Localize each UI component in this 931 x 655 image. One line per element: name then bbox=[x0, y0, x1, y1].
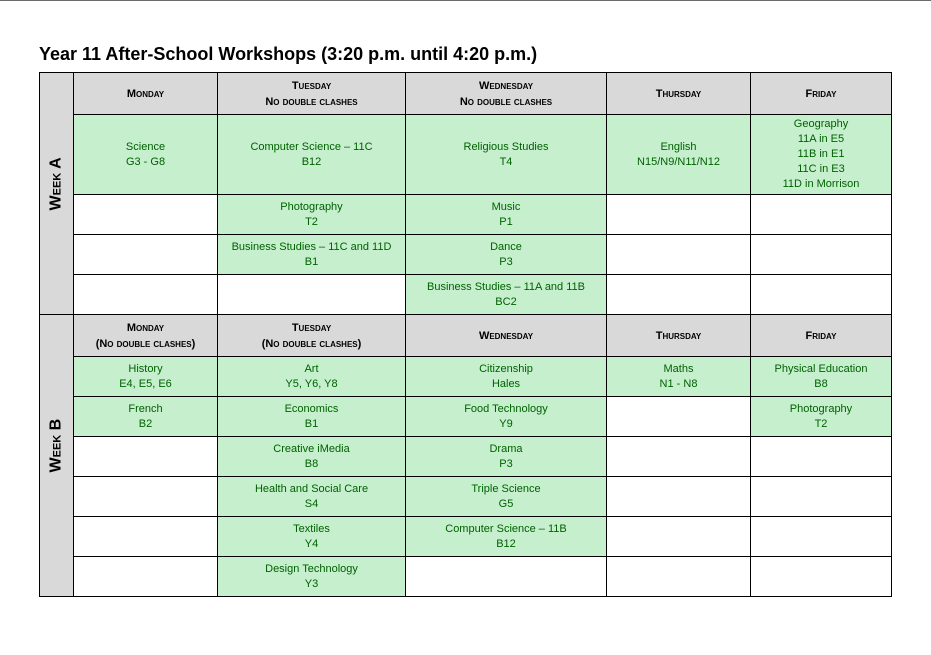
workshop-cell: Citizenship Hales bbox=[406, 357, 607, 397]
page-title: Year 11 After-School Workshops (3:20 p.m. until 4:20 p.m.) bbox=[39, 44, 538, 64]
week-a-row bbox=[40, 115, 892, 195]
week-b-row bbox=[40, 477, 892, 517]
empty-cell bbox=[607, 397, 751, 437]
empty-cell bbox=[751, 437, 892, 477]
empty-cell bbox=[607, 195, 751, 235]
empty-cell bbox=[751, 275, 892, 315]
week-b-label: Week B bbox=[40, 315, 74, 597]
week-b-header-row bbox=[40, 315, 892, 357]
empty-cell bbox=[751, 557, 892, 597]
week-a-block bbox=[40, 73, 892, 315]
workshop-cell: French B2 bbox=[74, 397, 218, 437]
workshop-cell: Creative iMedia B8 bbox=[218, 437, 406, 477]
header-wednesday: Wednesday bbox=[406, 315, 607, 357]
empty-cell bbox=[607, 235, 751, 275]
week-a-row bbox=[40, 235, 892, 275]
empty-cell bbox=[74, 275, 218, 315]
workshop-cell: History E4, E5, E6 bbox=[74, 357, 218, 397]
workshop-cell: Photography T2 bbox=[751, 397, 892, 437]
header-monday: Monday (No double clashes) bbox=[74, 315, 218, 357]
workshop-cell: Health and Social Care S4 bbox=[218, 477, 406, 517]
header-friday: Friday bbox=[751, 315, 892, 357]
workshop-cell: Computer Science – 11B B12 bbox=[406, 517, 607, 557]
workshop-cell: Religious Studies T4 bbox=[406, 115, 607, 195]
workshop-cell: Photography T2 bbox=[218, 195, 406, 235]
empty-cell bbox=[751, 477, 892, 517]
header-monday: Monday bbox=[74, 73, 218, 115]
header-thursday: Thursday bbox=[607, 73, 751, 115]
header-thursday: Thursday bbox=[607, 315, 751, 357]
workshop-cell: Economics B1 bbox=[218, 397, 406, 437]
workshop-cell: Textiles Y4 bbox=[218, 517, 406, 557]
workshop-cell: Computer Science – 11C B12 bbox=[218, 115, 406, 195]
header-wednesday: Wednesday No double clashes bbox=[406, 73, 607, 115]
header-friday: Friday bbox=[751, 73, 892, 115]
week-a-header-row bbox=[40, 73, 892, 115]
empty-cell bbox=[607, 477, 751, 517]
empty-cell bbox=[74, 517, 218, 557]
empty-cell bbox=[218, 275, 406, 315]
empty-cell bbox=[74, 235, 218, 275]
empty-cell bbox=[74, 437, 218, 477]
empty-cell bbox=[74, 195, 218, 235]
empty-cell bbox=[74, 557, 218, 597]
workshop-cell: Drama P3 bbox=[406, 437, 607, 477]
workshop-cell: Food Technology Y9 bbox=[406, 397, 607, 437]
week-b-row bbox=[40, 397, 892, 437]
empty-cell bbox=[751, 195, 892, 235]
week-b-row bbox=[40, 517, 892, 557]
empty-cell bbox=[607, 437, 751, 477]
week-b-block bbox=[40, 315, 892, 597]
workshop-cell: Physical Education B8 bbox=[751, 357, 892, 397]
week-a-row bbox=[40, 195, 892, 235]
workshop-cell: English N15/N9/N11/N12 bbox=[607, 115, 751, 195]
week-a-label: Week A bbox=[40, 73, 74, 315]
workshop-cell: Geography 11A in E5 11B in E1 11C in E3 11D in Morrison bbox=[751, 115, 892, 195]
workshop-cell: Business Studies – 11A and 11B BC2 bbox=[406, 275, 607, 315]
workshop-cell: Design Technology Y3 bbox=[218, 557, 406, 597]
week-b-row bbox=[40, 557, 892, 597]
empty-cell bbox=[607, 557, 751, 597]
workshop-cell: Music P1 bbox=[406, 195, 607, 235]
workshop-cell: Business Studies – 11C and 11D B1 bbox=[218, 235, 406, 275]
empty-cell bbox=[74, 477, 218, 517]
week-b-row bbox=[40, 437, 892, 477]
workshop-cell: Maths N1 - N8 bbox=[607, 357, 751, 397]
workshop-cell: Triple Science G5 bbox=[406, 477, 607, 517]
workshop-cell: Art Y5, Y6, Y8 bbox=[218, 357, 406, 397]
empty-cell bbox=[751, 235, 892, 275]
empty-cell bbox=[607, 275, 751, 315]
workshop-cell: Science G3 - G8 bbox=[74, 115, 218, 195]
top-rule bbox=[0, 0, 931, 1]
workshop-cell: Dance P3 bbox=[406, 235, 607, 275]
empty-cell bbox=[607, 517, 751, 557]
empty-cell bbox=[406, 557, 607, 597]
empty-cell bbox=[751, 517, 892, 557]
week-b-row bbox=[40, 357, 892, 397]
timetable bbox=[39, 72, 892, 597]
header-tuesday: Tuesday (No double clashes) bbox=[218, 315, 406, 357]
week-a-row bbox=[40, 275, 892, 315]
header-tuesday: Tuesday No double clashes bbox=[218, 73, 406, 115]
